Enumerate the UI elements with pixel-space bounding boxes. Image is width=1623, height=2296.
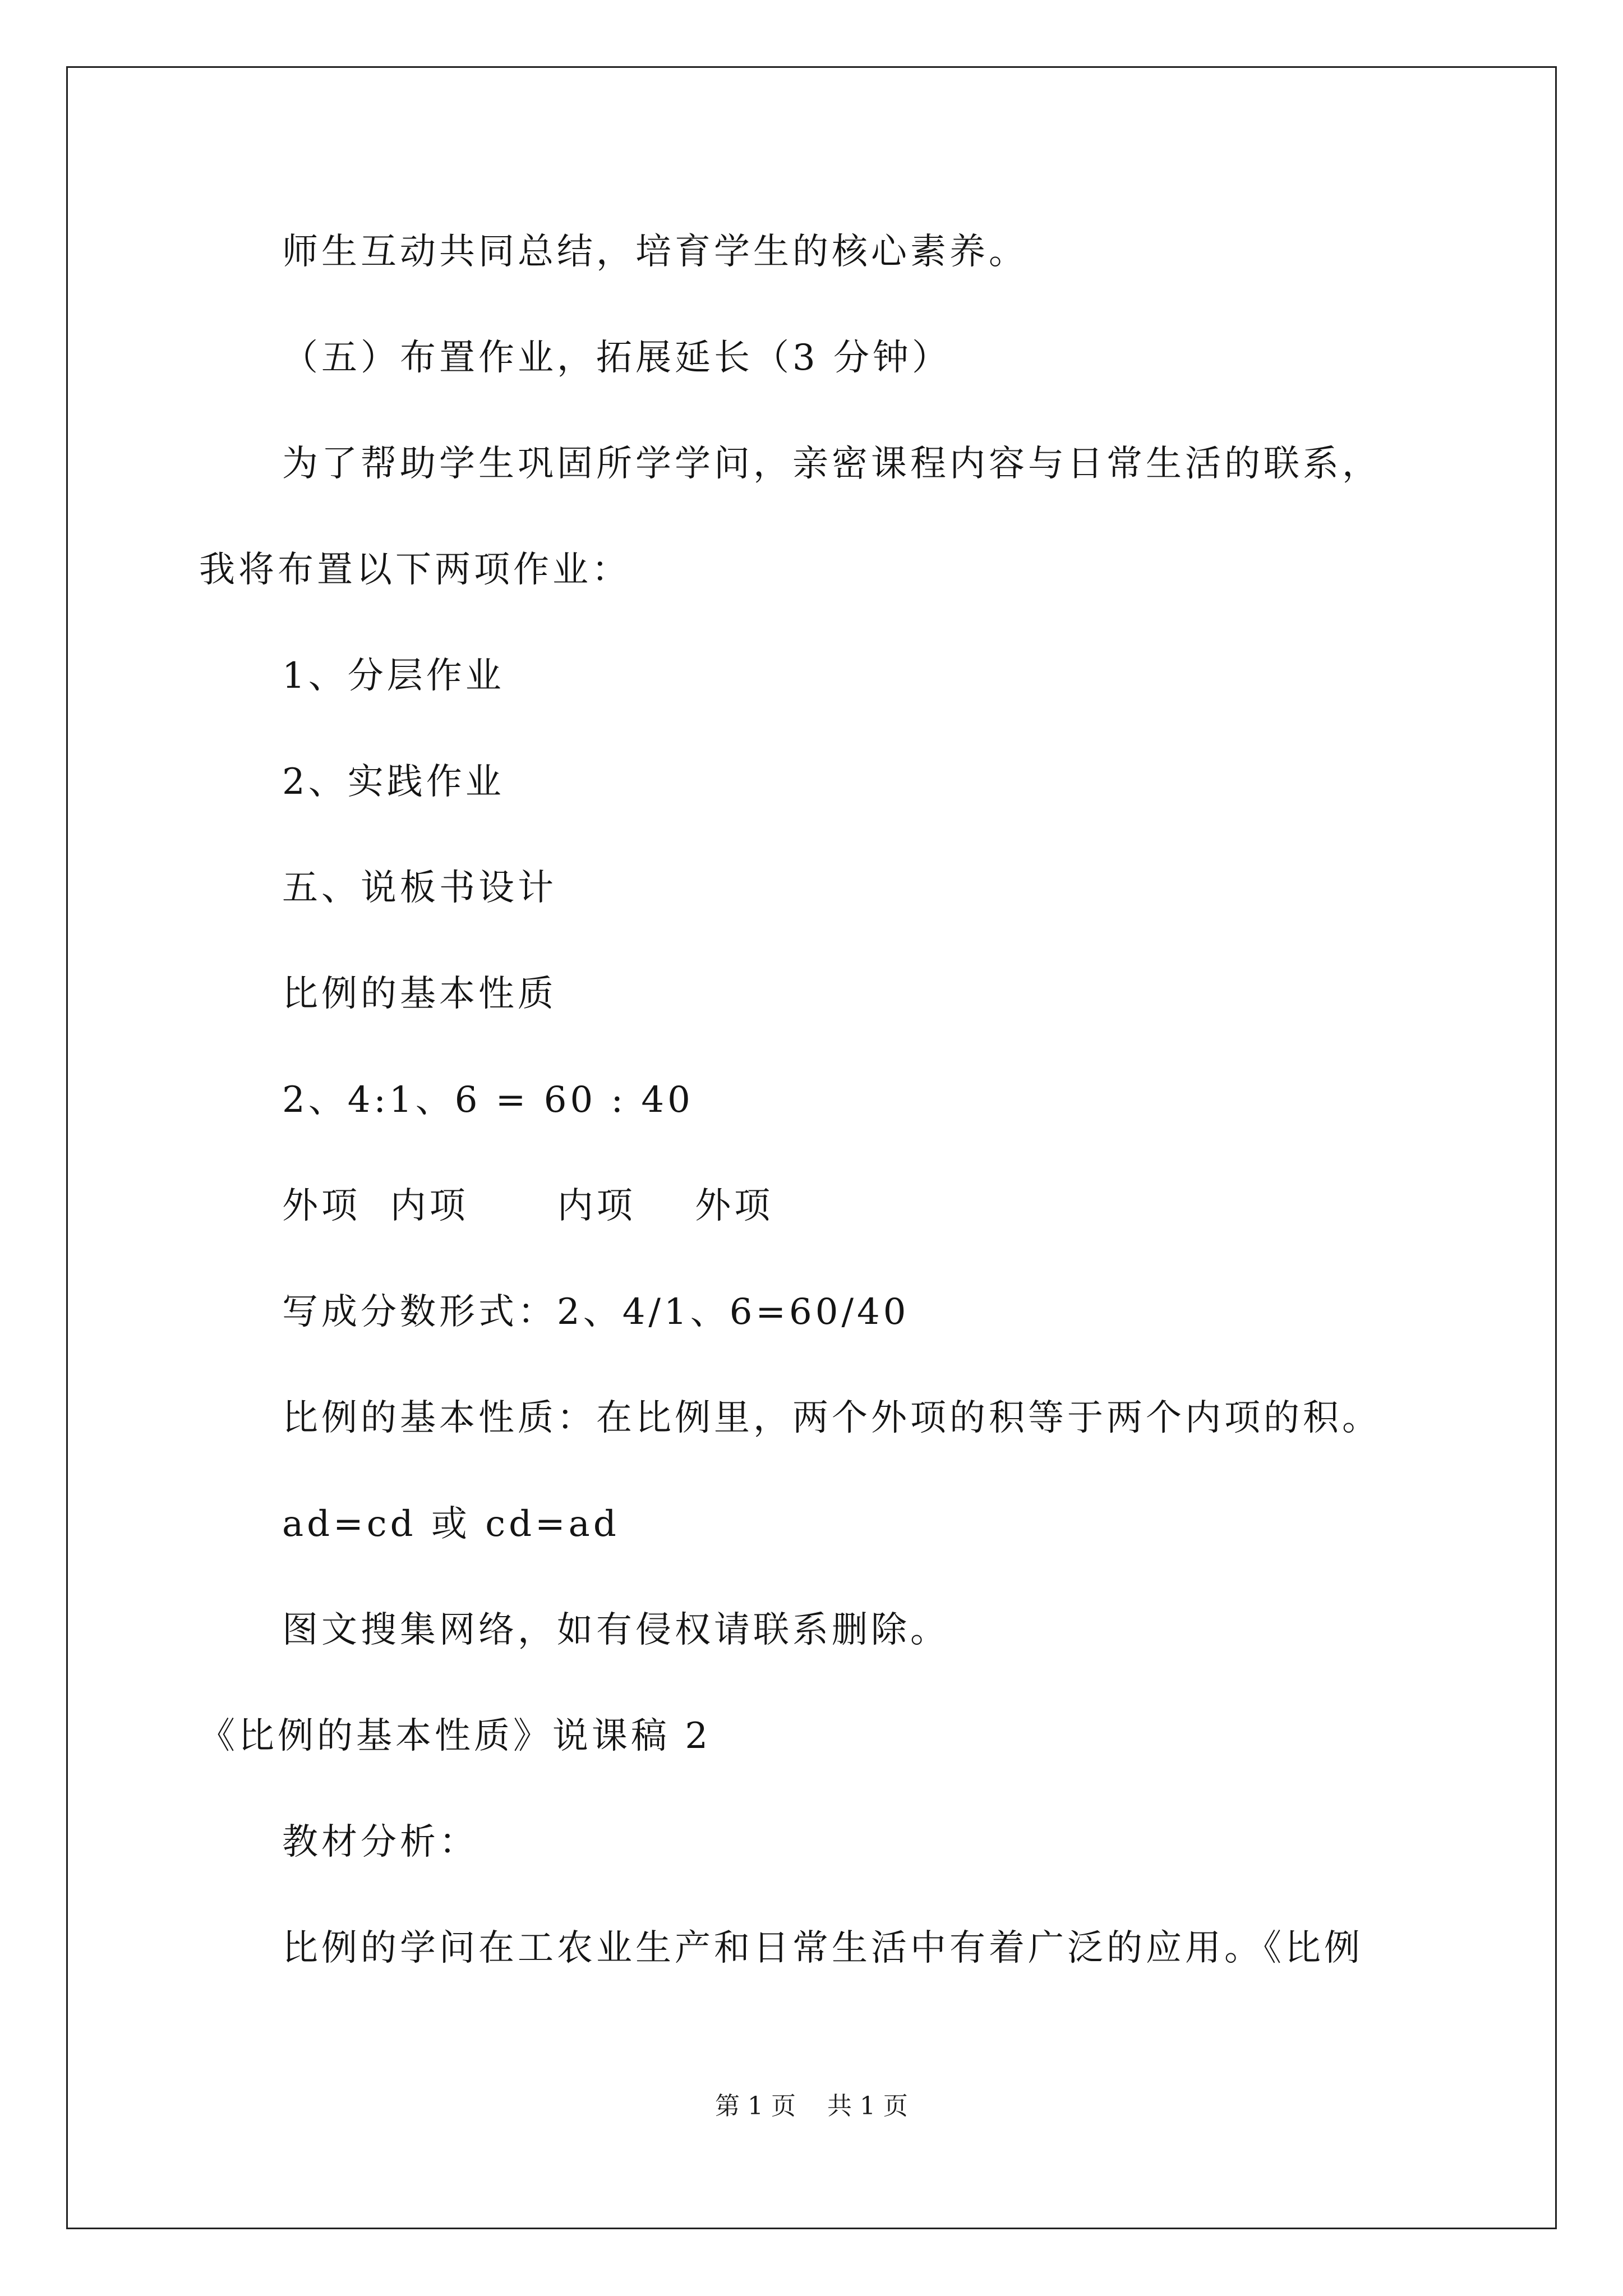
document-title-2: 《比例的基本性质》说课稿 2 <box>199 1715 712 1757</box>
list-item-homework-1: 1、分层作业 <box>282 655 505 697</box>
board-title: 比例的基本性质 <box>282 973 557 1015</box>
board-formula: ad=cd 或 cd=ad <box>282 1503 620 1545</box>
board-ratio-equation: 2、4:1、6 = 60 : 40 <box>282 1079 694 1121</box>
page-border <box>66 66 1557 2229</box>
text-line-homework-intro-cont: 我将布置以下两项作业： <box>199 549 631 591</box>
board-term-labels: 外项 内项 内项 外项 <box>282 1185 774 1227</box>
text-line-summary: 师生互动共同总结，培育学生的核心素养。 <box>282 231 1028 273</box>
text-line-material-analysis: 比例的学问在工农业生产和日常生活中有着广泛的应用。《比例 <box>282 1927 1363 1969</box>
board-fraction-form: 写成分数形式：2、4/1、6=60/40 <box>282 1291 910 1333</box>
copyright-notice: 图文搜集网络，如有侵权请联系删除。 <box>282 1609 949 1651</box>
page-footer: 第 1 页 共 1 页 <box>715 2092 908 2120</box>
section-heading-board-design: 五、说板书设计 <box>282 867 557 909</box>
section-heading-homework: （五）布置作业，拓展延长（3 分钟） <box>282 337 952 379</box>
section-heading-material-analysis: 教材分析： <box>282 1821 478 1863</box>
board-property-statement: 比例的基本性质：在比例里，两个外项的积等于两个内项的积。 <box>282 1397 1381 1439</box>
list-item-homework-2: 2、实践作业 <box>282 761 505 803</box>
text-line-homework-intro: 为了帮助学生巩固所学学问，亲密课程内容与日常生活的联系， <box>282 443 1381 485</box>
